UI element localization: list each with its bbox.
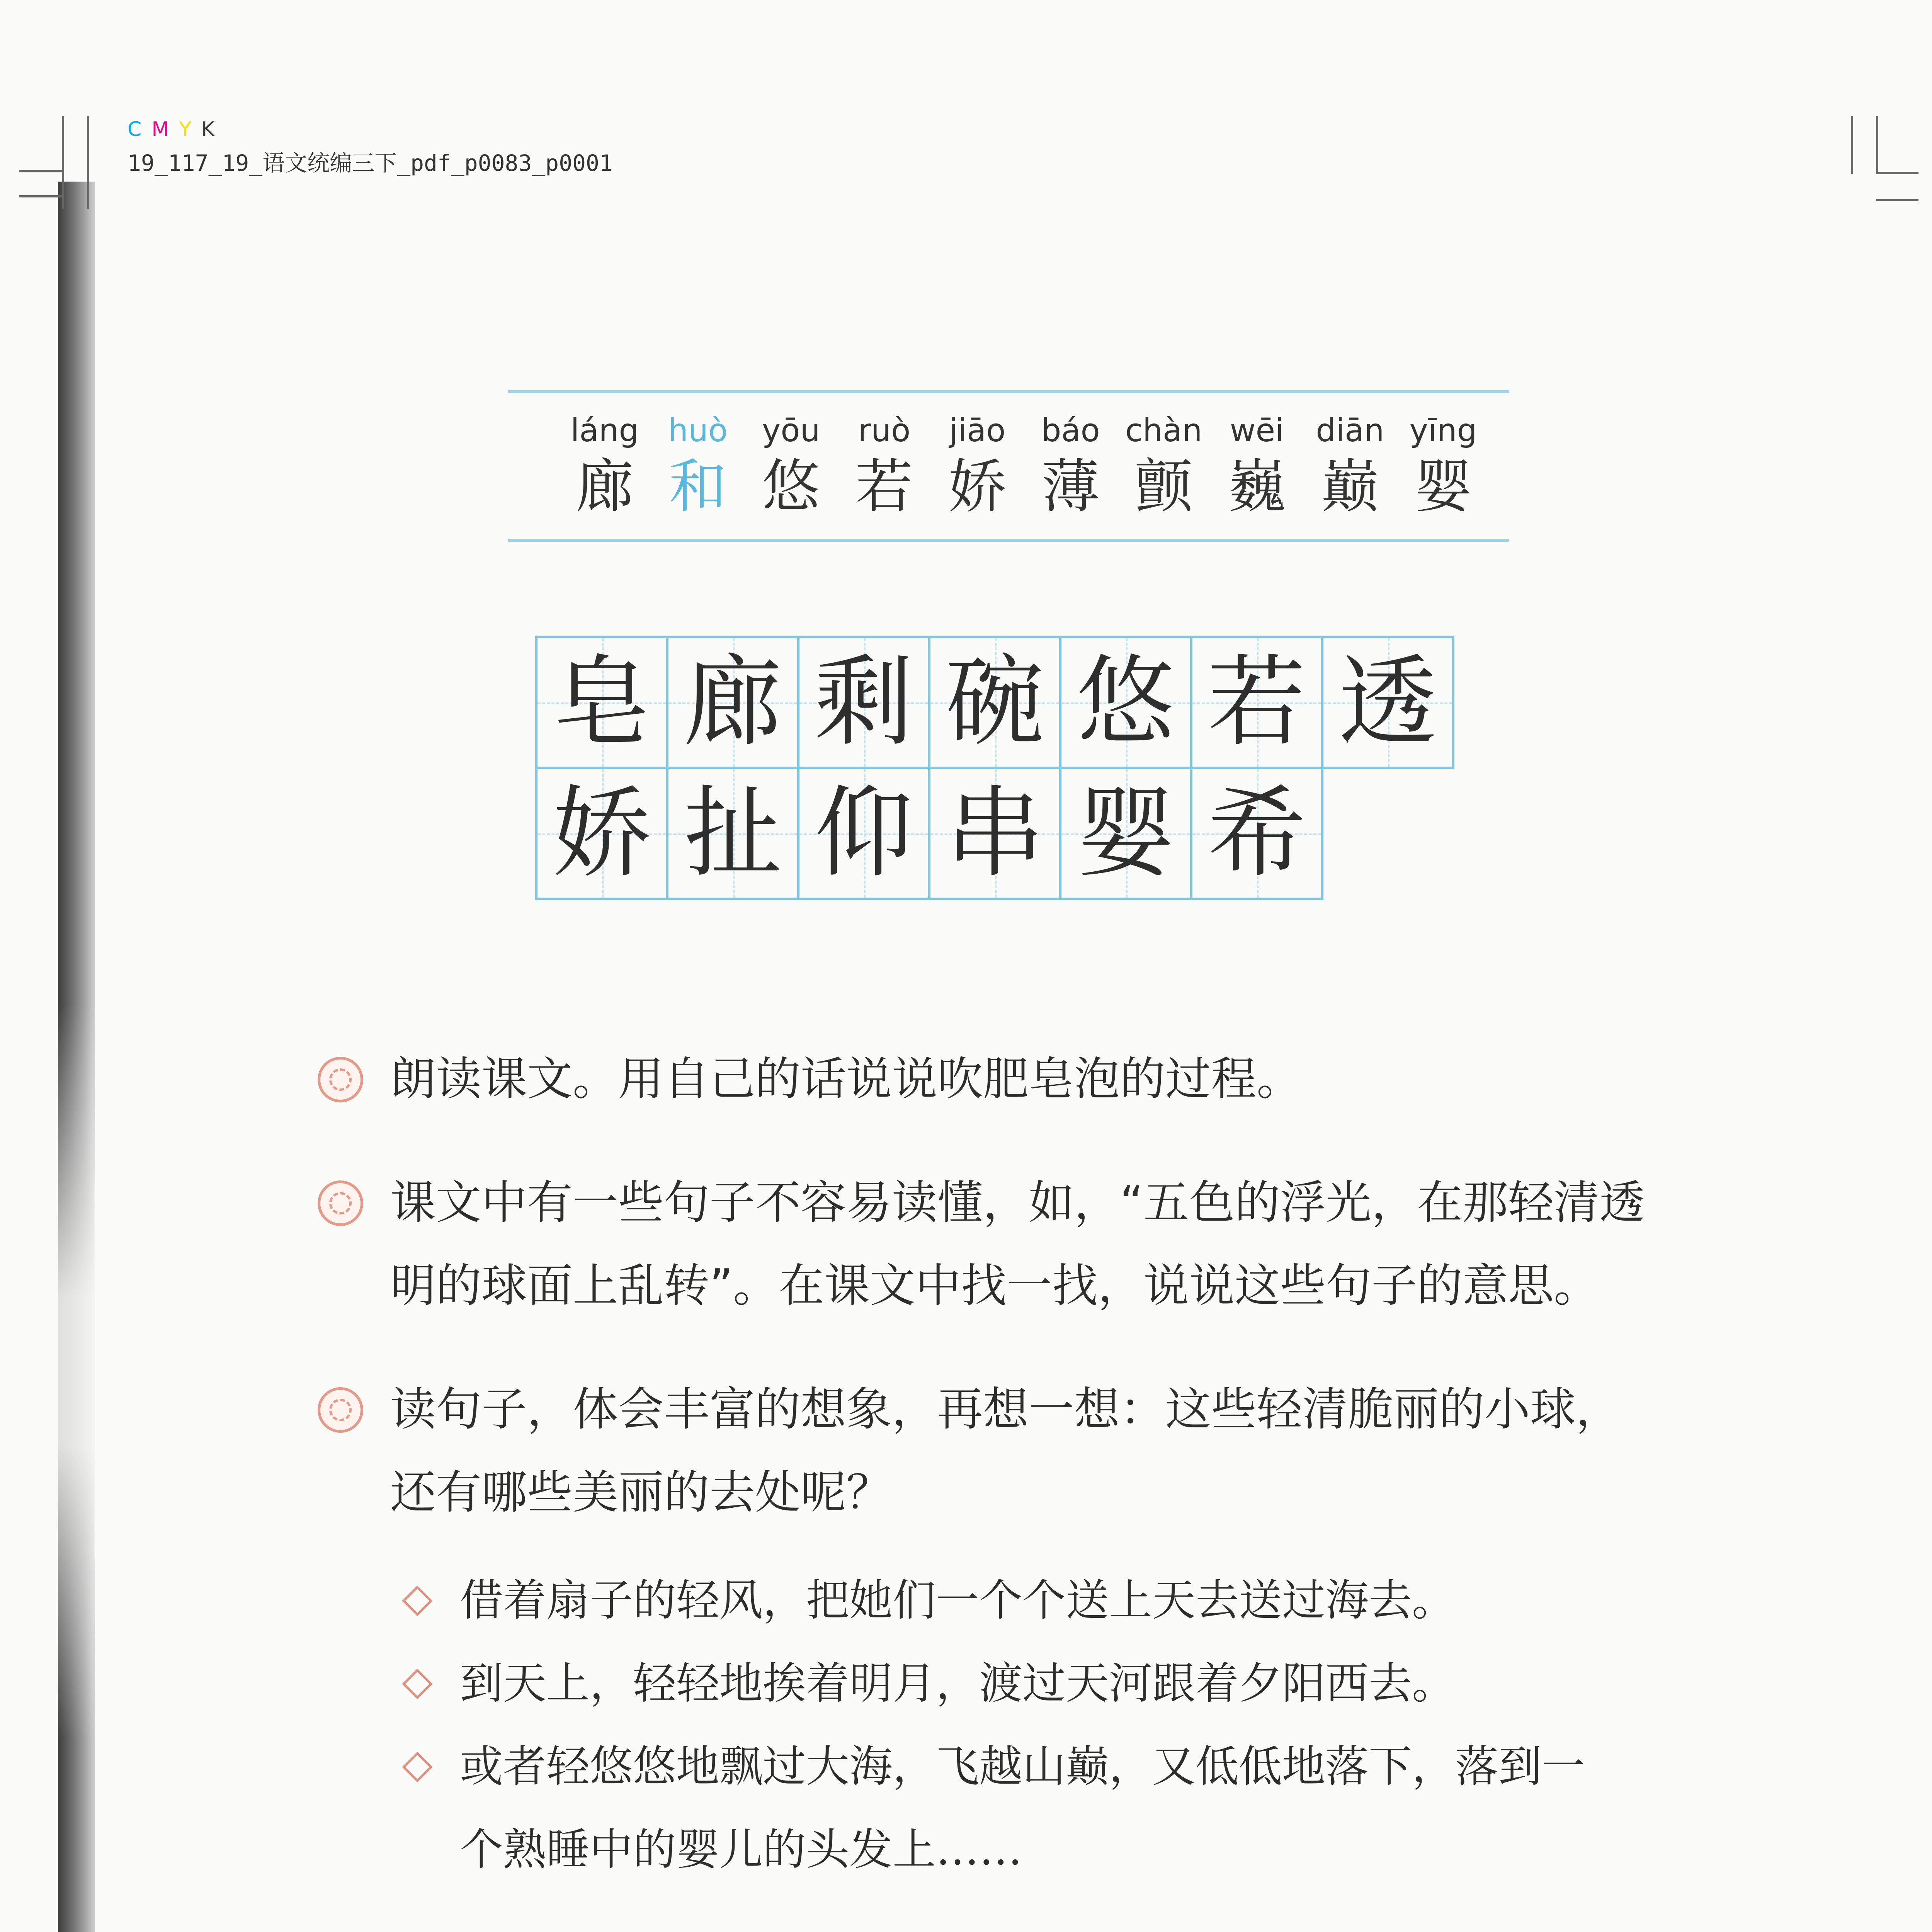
- pinyin-text: ruò: [858, 412, 911, 449]
- example-sentence-1: 借着扇子的轻风，把她们一个个送上天去送过海去。: [460, 1575, 1455, 1626]
- pinyin-word: [747, 410, 835, 522]
- exercise-3-icon: [318, 1387, 363, 1433]
- grid-cell: [1059, 767, 1192, 900]
- grid-cell: [1321, 636, 1454, 769]
- pinyin-char: 娇: [948, 453, 1007, 520]
- diamond-bullet-icon: [402, 1585, 432, 1616]
- example-sentence-2: 到天上，轻轻地挨着明月，渡过天河跟着夕阳西去。: [460, 1658, 1455, 1709]
- grid-cell: [1059, 636, 1192, 769]
- grid-char: 碗: [945, 645, 1044, 760]
- pinyin-char: 若: [855, 453, 913, 520]
- pinyin-band-top-line: [508, 390, 1509, 393]
- pinyin-word: [1306, 410, 1395, 522]
- pinyin-char: 婴: [1414, 453, 1472, 520]
- pinyin-text: láng: [570, 412, 639, 449]
- grid-char: 仰: [814, 776, 913, 891]
- grid-char: 剩: [814, 645, 913, 760]
- pinyin-word: [933, 410, 1022, 522]
- pinyin-word: [1399, 410, 1488, 522]
- diamond-bullet-icon: [402, 1752, 432, 1782]
- pinyin-char: 薄: [1041, 453, 1100, 520]
- grid-char: 扯: [683, 776, 782, 891]
- grid-cell: [666, 636, 799, 769]
- print-file-info: 19_117_19_语文统编三下_pdf_p0083_p0001: [128, 150, 613, 176]
- pinyin-word-list: [560, 410, 1488, 522]
- pinyin-word: [1026, 410, 1115, 522]
- grid-cell: [535, 636, 668, 769]
- cmyk-registration-label: CMYK: [128, 118, 225, 141]
- grid-cell: [797, 767, 930, 900]
- exercise-2-icon: [318, 1180, 363, 1226]
- crop-mark: [19, 195, 62, 197]
- grid-char: 娇: [552, 776, 651, 891]
- pinyin-text: wēi: [1230, 412, 1284, 449]
- grid-row-2: [535, 767, 1452, 898]
- pinyin-char: 悠: [762, 453, 820, 520]
- pinyin-text: diān: [1316, 412, 1384, 449]
- exercise-1-icon: [318, 1057, 363, 1102]
- grid-char: 皂: [552, 645, 651, 760]
- pinyin-text: chàn: [1125, 412, 1202, 449]
- example-sentence-3-line-1: 或者轻悠悠地飘过大海，飞越山巅，又低低地落下，落到一: [460, 1742, 1585, 1792]
- crop-mark: [19, 170, 62, 172]
- exercise-3-line-2: 还有哪些美丽的去处呢？: [390, 1466, 892, 1519]
- crop-mark: [62, 116, 64, 209]
- pinyin-text: yōu: [762, 412, 820, 449]
- exercise-2-line-2: 明的球面上乱转”。在课文中找一找，说说这些句子的意思。: [390, 1259, 1600, 1312]
- exercise-3-line-1: 读句子，体会丰富的想象，再想一想：这些轻清脆丽的小球，: [390, 1383, 1622, 1436]
- pinyin-char: 巍: [1228, 453, 1286, 520]
- pinyin-char: 和: [669, 453, 727, 520]
- grid-char: 婴: [1076, 776, 1175, 891]
- pinyin-word: [840, 410, 929, 522]
- exercise-1-text: 朗读课文。用自己的话说说吹肥皂泡的过程。: [390, 1052, 1303, 1105]
- grid-char: 若: [1207, 645, 1306, 760]
- crop-mark: [1876, 199, 1918, 201]
- crop-mark: [1851, 116, 1853, 174]
- grid-cell: [928, 767, 1061, 900]
- pinyin-word: [1119, 410, 1208, 522]
- grid-cell: [1190, 636, 1323, 769]
- pinyin-word: [560, 410, 649, 522]
- grid-cell: [928, 636, 1061, 769]
- grid-char: 串: [945, 776, 1044, 891]
- crop-mark: [87, 116, 89, 209]
- pinyin-char: 巅: [1321, 453, 1379, 520]
- pinyin-band-bottom-line: [508, 539, 1509, 542]
- grid-cell: [535, 767, 668, 900]
- grid-char: 悠: [1076, 645, 1175, 760]
- pinyin-text: báo: [1041, 412, 1100, 449]
- grid-row-1: [535, 636, 1452, 767]
- crop-mark: [1876, 116, 1878, 174]
- grid-char: 透: [1338, 645, 1437, 760]
- pinyin-text: jiāo: [949, 412, 1006, 449]
- crop-mark: [1876, 172, 1918, 174]
- pinyin-word: [1213, 410, 1301, 522]
- grid-char: 希: [1207, 776, 1306, 891]
- pinyin-char: 颤: [1134, 453, 1193, 520]
- grid-cell: [797, 636, 930, 769]
- pinyin-word-polyphone: [653, 410, 742, 522]
- character-writing-grid: [535, 636, 1452, 898]
- diamond-bullet-icon: [402, 1668, 432, 1699]
- grid-char: 廊: [683, 645, 782, 760]
- pinyin-text: huò: [668, 412, 728, 449]
- grid-cell: [1190, 767, 1323, 900]
- exercise-2-line-1: 课文中有一些句子不容易读懂，如，“五色的浮光，在那轻清透: [390, 1176, 1645, 1229]
- grid-cell: [666, 767, 799, 900]
- pinyin-text: yīng: [1409, 412, 1477, 449]
- example-sentence-3-line-2: 个熟睡中的婴儿的头发上……: [460, 1825, 1022, 1875]
- pinyin-char: 廊: [575, 453, 634, 520]
- scan-edge-fade: [58, 1005, 95, 1739]
